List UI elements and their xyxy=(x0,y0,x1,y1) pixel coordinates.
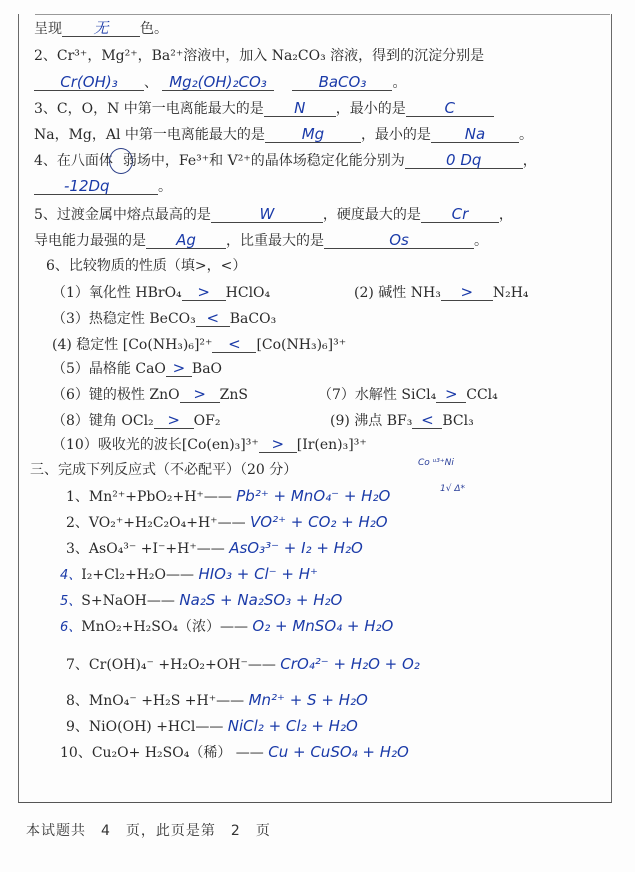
q5-answer-hardness[interactable]: Cr xyxy=(421,204,499,223)
margin-note-2: 1√ Δ* xyxy=(440,484,465,494)
reaction-5: 5、S+NaOH—— Na₂S + Na₂SO₃ + H₂O xyxy=(60,591,343,609)
q6-item-10: （10）吸收光的波长[Co(en)₃]³⁺ > [Ir(en)₃]³⁺ xyxy=(52,435,367,453)
q2-text: 2、Cr³⁺，Mg²⁺，Ba²⁺溶液中，加入 Na₂CO₃ 溶液，得到的沉淀分别是 xyxy=(34,48,485,64)
q6-item-2: (2) 碱性 NH₃ > N₂H₄ xyxy=(354,283,529,301)
reaction-8: 8、MnO₄⁻ +H₂S +H⁺—— Mn²⁺ + S + H₂O xyxy=(66,691,368,709)
q2-answer-3[interactable]: BaCO₃ xyxy=(292,72,392,91)
q5-line2: 导电能力最强的是 Ag ，比重最大的是 Os 。 xyxy=(34,231,488,249)
reaction-9-answer[interactable]: NiCl₂ + Cl₂ + H₂O xyxy=(227,717,358,735)
q3-line1: 3、C，O，N 中第一电离能最大的是 N ，最小的是 C xyxy=(34,98,494,119)
q1-tail: 呈现 无 色。 xyxy=(34,19,168,37)
reaction-2-answer[interactable]: VO²⁺ + CO₂ + H₂O xyxy=(250,513,388,531)
q2-answers: Cr(OH)₃ 、 Mg₂(OH)₂CO₃ BaCO₃ 。 xyxy=(34,72,406,93)
q6-answer-2[interactable]: > xyxy=(441,282,493,301)
reaction-3: 3、AsO₄³⁻ +I⁻+H⁺—— AsO₃³⁻ + I₂ + H₂O xyxy=(66,539,363,557)
q2-answer-2[interactable]: Mg₂(OH)₂CO₃ xyxy=(162,72,274,91)
q4-line1: 4、在八面体 弱场中，Fe³⁺和 V²⁺的晶体场稳定化能分别为 0 Dq ， xyxy=(34,150,537,171)
q4-line2: -12Dq 。 xyxy=(34,176,172,197)
q4-answer-v[interactable]: -12Dq xyxy=(34,176,158,195)
reaction-4: 4、I₂+Cl₂+H₂O—— HIO₃ + Cl⁻ + H⁺ xyxy=(60,565,318,583)
reaction-4-answer[interactable]: HIO₃ + Cl⁻ + H⁺ xyxy=(198,565,318,583)
reaction-7-answer[interactable]: CrO₄²⁻ + H₂O + O₂ xyxy=(280,655,420,673)
reaction-1: 1、Mn²⁺+PbO₂+H⁺—— Pb²⁺ + MnO₄⁻ + H₂O xyxy=(66,487,391,505)
reaction-3-answer[interactable]: AsO₃³⁻ + I₂ + H₂O xyxy=(229,539,363,557)
q6-item-6: （6）键的极性 ZnO > ZnS xyxy=(52,385,248,403)
reaction-1-answer[interactable]: Pb²⁺ + MnO₄⁻ + H₂O xyxy=(236,487,391,505)
reaction-6-answer[interactable]: O₂ + MnSO₄ + H₂O xyxy=(252,617,394,635)
q2-answer-1[interactable]: Cr(OH)₃ xyxy=(34,72,144,91)
reaction-2: 2、VO₂⁺+H₂C₂O₄+H⁺—— VO²⁺ + CO₂ + H₂O xyxy=(66,513,388,531)
q6-item-5: （5）晶格能 CaO > BaO xyxy=(52,359,223,377)
section3-title: 三、完成下列反应式（不必配平）（20 分） xyxy=(30,462,298,478)
reaction-9: 9、NiO(OH) +HCl—— NiCl₂ + Cl₂ + H₂O xyxy=(66,717,358,735)
q6-answer-9[interactable]: < xyxy=(412,410,442,429)
q6-item-3: （3）热稳定性 BeCO₃ < BaCO₃ xyxy=(52,309,277,327)
q3-answer-min2[interactable]: Na xyxy=(431,124,519,143)
q6-answer-7[interactable]: > xyxy=(436,384,466,403)
q5-answer-melting[interactable]: W xyxy=(211,204,323,223)
q3-answer-max2[interactable]: Mg xyxy=(265,124,361,143)
q5-line1: 5、过渡金属中熔点最高的是 W ，硬度最大的是 Cr ， xyxy=(34,205,513,223)
q6-title: 6、比较物质的性质（填>，<） xyxy=(46,258,247,274)
q6-answer-8[interactable]: > xyxy=(154,410,194,429)
q6-item-9: (9) 沸点 BF₃ < BCl₃ xyxy=(330,411,474,429)
reaction-5-answer[interactable]: Na₂S + Na₂SO₃ + H₂O xyxy=(179,591,343,609)
q6-item-7: （7）水解性 SiCl₄ > CCl₄ xyxy=(318,385,498,403)
q4-answer-fe[interactable]: 0 Dq xyxy=(405,150,523,169)
q6-item-8: （8）键角 OCl₂ > OF₂ xyxy=(52,411,221,429)
q3-answer-max1[interactable]: N xyxy=(264,98,336,117)
q6-answer-6[interactable]: > xyxy=(180,384,220,403)
q6-answer-10[interactable]: > xyxy=(259,434,297,453)
q3-line2: Na，Mg，Al 中第一电离能最大的是 Mg ，最小的是 Na 。 xyxy=(34,125,533,143)
q3-answer-min1[interactable]: C xyxy=(406,98,494,117)
q1-answer-blank[interactable]: 无 xyxy=(62,18,140,37)
q6-item-4: (4) 稳定性 [Co(NH₃)₆]²⁺ < [Co(NH₃)₆]³⁺ xyxy=(52,335,347,353)
reaction-6: 6、MnO₂+H₂SO₄（浓）—— O₂ + MnSO₄ + H₂O xyxy=(60,617,394,635)
q6-answer-3[interactable]: < xyxy=(196,308,230,327)
reaction-10: 10、Cu₂O+ H₂SO₄（稀） —— Cu + CuSO₄ + H₂O xyxy=(60,743,409,761)
q6-answer-1[interactable]: > xyxy=(182,282,226,301)
page-footer: 本试题共 4 页，此页是第 2 页 xyxy=(26,823,271,839)
q6-answer-4[interactable]: < xyxy=(212,334,256,353)
q6-answer-5[interactable]: > xyxy=(166,358,192,377)
reaction-8-answer[interactable]: Mn²⁺ + S + H₂O xyxy=(248,691,368,709)
reaction-10-answer[interactable]: Cu + CuSO₄ + H₂O xyxy=(268,743,409,761)
margin-note-1: Co ᵘ³⁺Ni xyxy=(418,458,454,468)
q5-answer-density[interactable]: Os xyxy=(324,230,474,249)
reaction-7: 7、Cr(OH)₄⁻ +H₂O₂+OH⁻—— CrO₄²⁻ + H₂O + O₂ xyxy=(66,655,420,673)
q5-answer-conductivity[interactable]: Ag xyxy=(146,230,226,249)
q6-item-1: （1）氧化性 HBrO₄ > HClO₄ xyxy=(52,283,271,301)
